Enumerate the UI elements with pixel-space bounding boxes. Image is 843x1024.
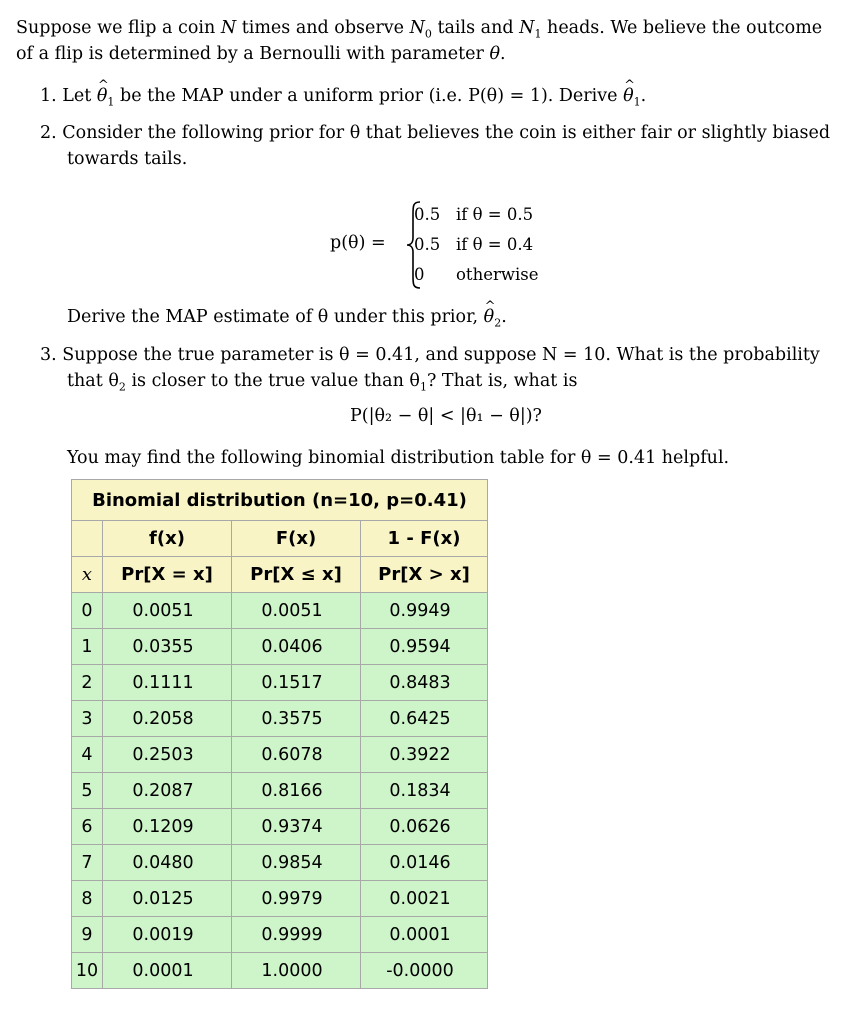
intro-line-1: Suppose we flip a coin N times and observe $N_0$ tails and $N_1$ heads. We believe the outcome — [16, 18, 823, 41]
table-cell-x: 8 — [72, 881, 103, 917]
prior-lhs: p(θ) = — [330, 233, 386, 253]
table-cell-x: 7 — [72, 845, 103, 881]
prior-case-row: 0.5 if θ = 0.4 — [414, 235, 534, 254]
table-cell-f: 0.0480 — [103, 845, 232, 881]
prior-case-row: 0 otherwise — [414, 265, 539, 284]
intro-line-2: of a flip is determined by a Bernoulli with parameter θ. — [16, 44, 506, 64]
table-head-pr-le: Pr[X ≤ x] — [232, 557, 361, 593]
helpful-text: You may find the following binomial distribution table for θ = 0.41 helpful. — [67, 448, 730, 468]
table-cell-F: 0.8166 — [232, 773, 361, 809]
item-3-number: 3. — [40, 345, 57, 365]
table-cell-x: 0 — [72, 593, 103, 629]
table-cell-F: 0.9374 — [232, 809, 361, 845]
table-row — [72, 809, 488, 845]
table-cell-F: 0.9999 — [232, 917, 361, 953]
item-1: 1. Let θ $\^{}_1$ be the MAP under a uniform prior (i.e. P(θ) = 1). Derive θ $\^{}_1$. — [40, 84, 646, 115]
table-head-x: x — [72, 557, 103, 593]
table-row — [72, 665, 488, 701]
prior-case-row: 0.5 if θ = 0.5 — [414, 205, 534, 224]
table-row — [72, 953, 488, 989]
probability-expression: P(|θ₂ − θ| < |θ₁ − θ|)? — [350, 406, 542, 426]
table-row — [72, 845, 488, 881]
table-cell-x: 1 — [72, 629, 103, 665]
table-cell-x: 4 — [72, 737, 103, 773]
table-cell-x: 6 — [72, 809, 103, 845]
table-cell-1F: 0.6425 — [361, 701, 488, 737]
table-cell-F: 1.0000 — [232, 953, 361, 989]
item-1-number: 1. — [40, 86, 57, 106]
table-cell-F: 0.0406 — [232, 629, 361, 665]
binomial-table — [71, 479, 488, 989]
table-cell-1F: 0.3922 — [361, 737, 488, 773]
table-cell-1F: 0.1834 — [361, 773, 488, 809]
table-head-empty — [72, 521, 103, 557]
table-row — [72, 881, 488, 917]
table-cell-f: 0.0051 — [103, 593, 232, 629]
table-cell-1F: 0.9594 — [361, 629, 488, 665]
item-3: 3. Suppose the true parameter is θ = 0.41, and suppose N = 10. What is the probability — [40, 345, 820, 365]
table-cell-1F: 0.0626 — [361, 809, 488, 845]
table-cell-x: 5 — [72, 773, 103, 809]
table-cell-F: 0.1517 — [232, 665, 361, 701]
table-cell-1F: 0.0001 — [361, 917, 488, 953]
table-cell-x: 9 — [72, 917, 103, 953]
table-cell-F: 0.9854 — [232, 845, 361, 881]
table-title: Binomial distribution (n=10, p=0.41) — [72, 480, 488, 521]
table-cell-1F: 0.0146 — [361, 845, 488, 881]
item-2: 2. Consider the following prior for θ that believes the coin is either fair or slightly biased — [40, 123, 831, 143]
prior-cases — [414, 200, 538, 290]
table-title-row — [72, 480, 488, 521]
table-row — [72, 629, 488, 665]
table-cell-x: 10 — [72, 953, 103, 989]
table-cell-f: 0.0001 — [103, 953, 232, 989]
table-cell-f: 0.2503 — [103, 737, 232, 773]
table-head-pr-eq: Pr[X = x] — [103, 557, 232, 593]
table-cell-1F: -0.0000 — [361, 953, 488, 989]
table-cell-f: 0.0125 — [103, 881, 232, 917]
table-cell-x: 3 — [72, 701, 103, 737]
table-cell-f: 0.0019 — [103, 917, 232, 953]
table-head-pr-gt: Pr[X > x] — [361, 557, 488, 593]
table-cell-F: 0.0051 — [232, 593, 361, 629]
table-cell-f: 0.2087 — [103, 773, 232, 809]
table-row — [72, 737, 488, 773]
table-cell-f: 0.2058 — [103, 701, 232, 737]
item-2-line-2: towards tails. — [67, 149, 188, 169]
table-head-1F: 1 - F(x) — [361, 521, 488, 557]
table-col-head-row — [72, 521, 488, 557]
table-head-f: f(x) — [103, 521, 232, 557]
table-row — [72, 593, 488, 629]
table-row — [72, 917, 488, 953]
table-cell-1F: 0.0021 — [361, 881, 488, 917]
item-3-line-2: that $\theta_2$ is closer to the true value than $\theta_1$? That is, what is — [67, 371, 578, 394]
derive-text: Derive the MAP estimate of θ under this prior, θ $\^{}_2$. — [67, 305, 507, 336]
table-cell-f: 0.0355 — [103, 629, 232, 665]
table-head-F: F(x) — [232, 521, 361, 557]
item-2-number: 2. — [40, 123, 57, 143]
table-sub-head-row — [72, 557, 488, 593]
table-row — [72, 701, 488, 737]
table-cell-F: 0.3575 — [232, 701, 361, 737]
table-cell-f: 0.1209 — [103, 809, 232, 845]
table-cell-1F: 0.9949 — [361, 593, 488, 629]
table-cell-x: 2 — [72, 665, 103, 701]
table-cell-F: 0.9979 — [232, 881, 361, 917]
table-cell-1F: 0.8483 — [361, 665, 488, 701]
table-row — [72, 773, 488, 809]
table-cell-f: 0.1111 — [103, 665, 232, 701]
table-cell-F: 0.6078 — [232, 737, 361, 773]
